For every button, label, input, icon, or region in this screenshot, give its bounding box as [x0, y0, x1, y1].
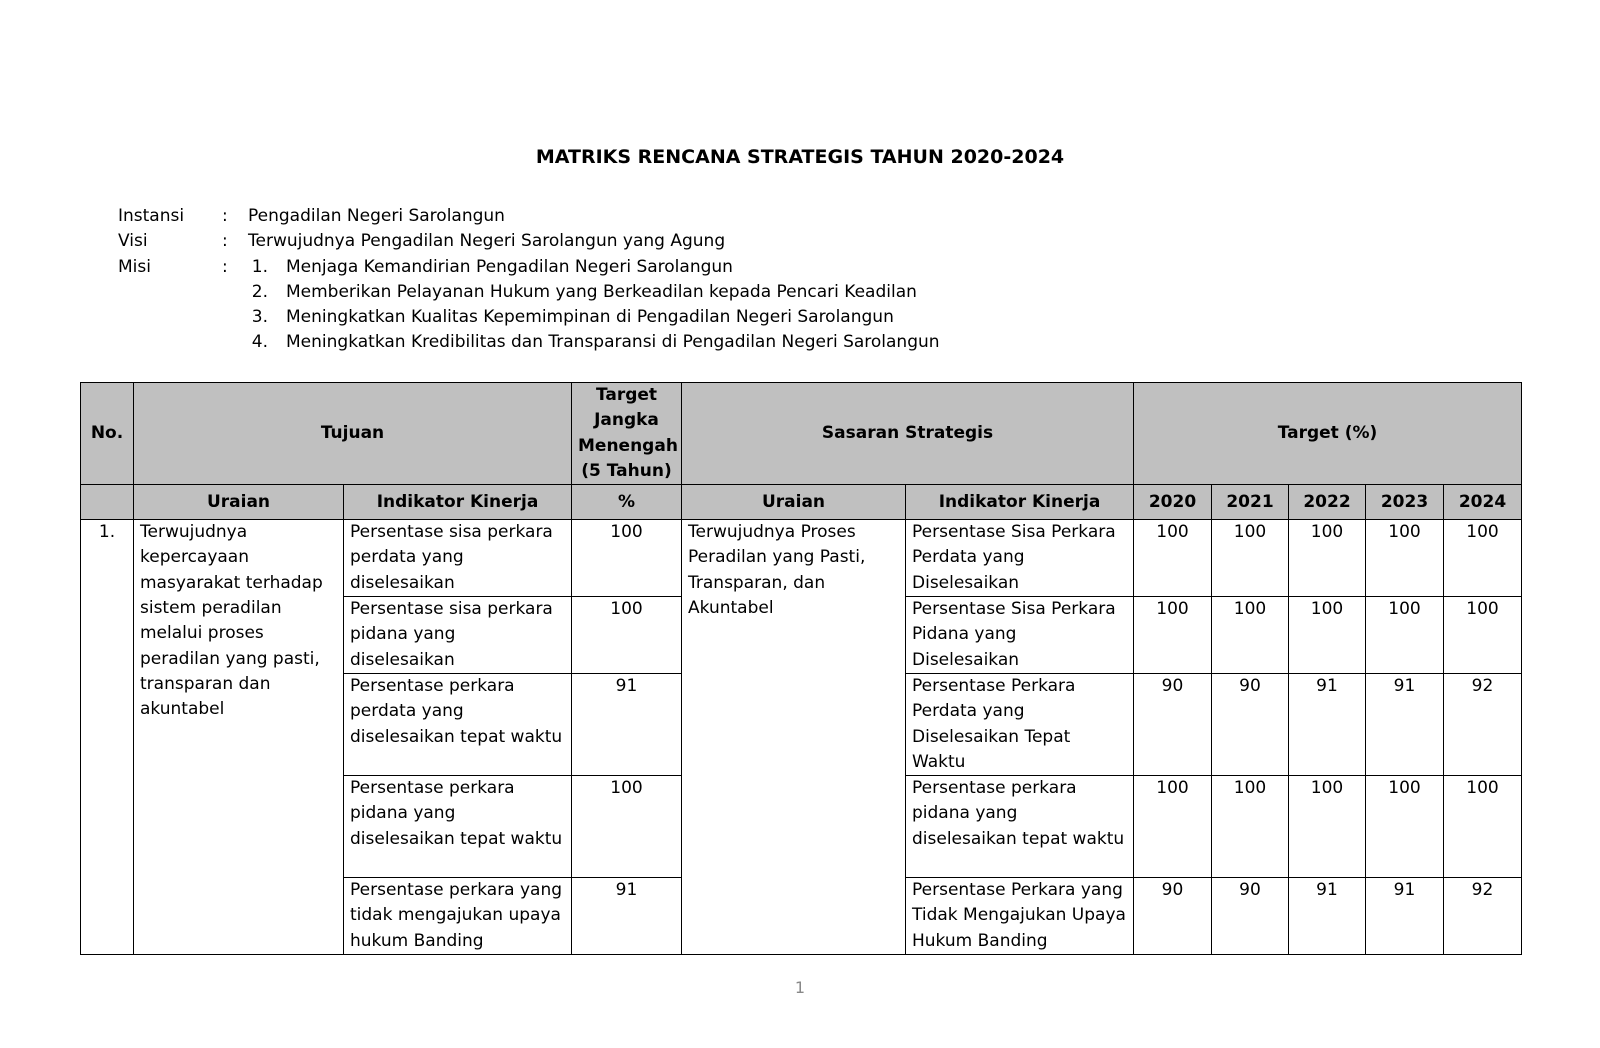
year-value: 90 — [1134, 673, 1212, 775]
year-value: 100 — [1366, 776, 1444, 878]
visi-value: Terwujudnya Pengadilan Negeri Sarolangun yang Agung — [248, 231, 726, 252]
target-value: 100 — [572, 520, 682, 597]
year-value: 100 — [1366, 520, 1444, 597]
instansi-label: Instansi — [118, 206, 185, 226]
misi-number: 2. — [251, 281, 268, 302]
misi-text: Meningkatkan Kualitas Kepemimpinan di Pengadilan Negeri Sarolangun — [286, 307, 894, 328]
instansi-value: Pengadilan Negeri Sarolangun — [248, 206, 505, 226]
misi-text: Menjaga Kemandirian Pengadilan Negeri Sarolangun — [286, 256, 733, 277]
year-value: 100 — [1212, 597, 1289, 674]
sasaran-indikator: Persentase Sisa Perkara Perdata yang Diselesaikan — [906, 520, 1134, 597]
header-year: 2024 — [1444, 485, 1522, 520]
header-row-top — [81, 383, 1522, 485]
year-value: 92 — [1444, 878, 1522, 955]
header-year: 2022 — [1289, 485, 1366, 520]
header-uraian: Uraian — [134, 485, 344, 520]
year-value: 91 — [1366, 878, 1444, 955]
header-percent: % — [572, 485, 682, 520]
year-value: 90 — [1212, 673, 1289, 775]
misi-text: Meningkatkan Kredibilitas dan Transparansi di Pengadilan Negeri Sarolangun — [286, 332, 940, 353]
misi-text: Memberikan Pelayanan Hukum yang Berkeadilan kepada Pencari Keadilan — [286, 281, 917, 302]
target-value: 100 — [572, 597, 682, 674]
document-title: MATRIKS RENCANA STRATEGIS TAHUN 2020-2024 — [535, 146, 1065, 168]
target-value: 100 — [572, 776, 682, 878]
misi-item — [248, 255, 940, 280]
visi-colon: : — [222, 231, 228, 252]
misi-label: Misi — [118, 256, 151, 277]
tujuan-uraian: Terwujudnya kepercayaan masyarakat terhadap sistem peradilan melalui proses peradilan yang pasti, transparan dan akuntabel — [134, 520, 344, 955]
year-value: 91 — [1289, 878, 1366, 955]
year-value: 100 — [1289, 776, 1366, 878]
year-value: 100 — [1212, 776, 1289, 878]
year-value: 92 — [1444, 673, 1522, 775]
header-tujuan: Tujuan — [134, 383, 572, 485]
sasaran-indikator: Persentase Perkara Perdata yang Diselesaikan Tepat Waktu — [906, 673, 1134, 775]
year-value: 90 — [1212, 878, 1289, 955]
year-value: 100 — [1134, 520, 1212, 597]
year-value: 100 — [1134, 776, 1212, 878]
indikator-kinerja: Persentase sisa perkara pidana yang diselesaikan — [344, 597, 572, 674]
year-value: 100 — [1134, 597, 1212, 674]
year-value: 100 — [1212, 520, 1289, 597]
header-sasaran: Sasaran Strategis — [682, 383, 1134, 485]
year-value: 90 — [1134, 878, 1212, 955]
year-value: 100 — [1289, 597, 1366, 674]
strategic-matrix-table — [80, 382, 1522, 955]
header-year: 2021 — [1212, 485, 1289, 520]
year-value: 100 — [1366, 597, 1444, 674]
header-target-jangka: Target Jangka Menengah (5 Tahun) — [572, 383, 682, 485]
sasaran-indikator: Persentase Perkara yang Tidak Mengajukan Upaya Hukum Banding — [906, 878, 1134, 955]
year-value: 100 — [1444, 520, 1522, 597]
header-year: 2023 — [1366, 485, 1444, 520]
page-number: 1 — [794, 978, 806, 997]
sasaran-indikator: Persentase perkara pidana yang diselesaikan tepat waktu — [906, 776, 1134, 878]
indikator-kinerja: Persentase perkara pidana yang diselesaikan tepat waktu — [344, 776, 572, 878]
indikator-kinerja: Persentase perkara perdata yang diselesaikan tepat waktu — [344, 673, 572, 775]
misi-colon: : — [222, 256, 228, 277]
indikator-kinerja: Persentase perkara yang tidak mengajukan upaya hukum Banding — [344, 878, 572, 955]
instansi-row — [118, 204, 940, 229]
header-indikator-sasaran: Indikator Kinerja — [906, 485, 1134, 520]
row-number: 1. — [81, 520, 134, 955]
misi-list — [248, 255, 940, 356]
header-uraian-sasaran: Uraian — [682, 485, 906, 520]
year-value: 100 — [1289, 520, 1366, 597]
year-value: 91 — [1289, 673, 1366, 775]
header-target: Target (%) — [1134, 383, 1522, 485]
visi-label: Visi — [118, 231, 148, 252]
sasaran-indikator: Persentase Sisa Perkara Pidana yang Diselesaikan — [906, 597, 1134, 674]
header-indikator: Indikator Kinerja — [344, 485, 572, 520]
misi-row — [118, 255, 940, 356]
instansi-colon: : — [222, 206, 228, 226]
document-meta — [118, 204, 940, 356]
indikator-kinerja: Persentase sisa perkara perdata yang diselesaikan — [344, 520, 572, 597]
misi-number: 4. — [251, 332, 268, 353]
table-body — [81, 520, 1522, 955]
visi-row — [118, 229, 940, 254]
misi-item — [248, 280, 940, 305]
year-value: 91 — [1366, 673, 1444, 775]
header-row-sub — [81, 485, 1522, 520]
target-value: 91 — [572, 673, 682, 775]
header-no: No. — [81, 383, 134, 485]
sasaran-uraian: Terwujudnya Proses Peradilan yang Pasti, Transparan, dan Akuntabel — [682, 520, 906, 955]
misi-number: 3. — [251, 307, 268, 328]
year-value: 100 — [1444, 597, 1522, 674]
misi-item — [248, 330, 940, 355]
target-value: 91 — [572, 878, 682, 955]
year-value: 100 — [1444, 776, 1522, 878]
misi-number: 1. — [251, 256, 268, 277]
header-year: 2020 — [1134, 485, 1212, 520]
misi-item — [248, 305, 940, 330]
table-row — [81, 520, 1522, 597]
table-header — [81, 383, 1522, 520]
header-no-blank — [81, 485, 134, 520]
